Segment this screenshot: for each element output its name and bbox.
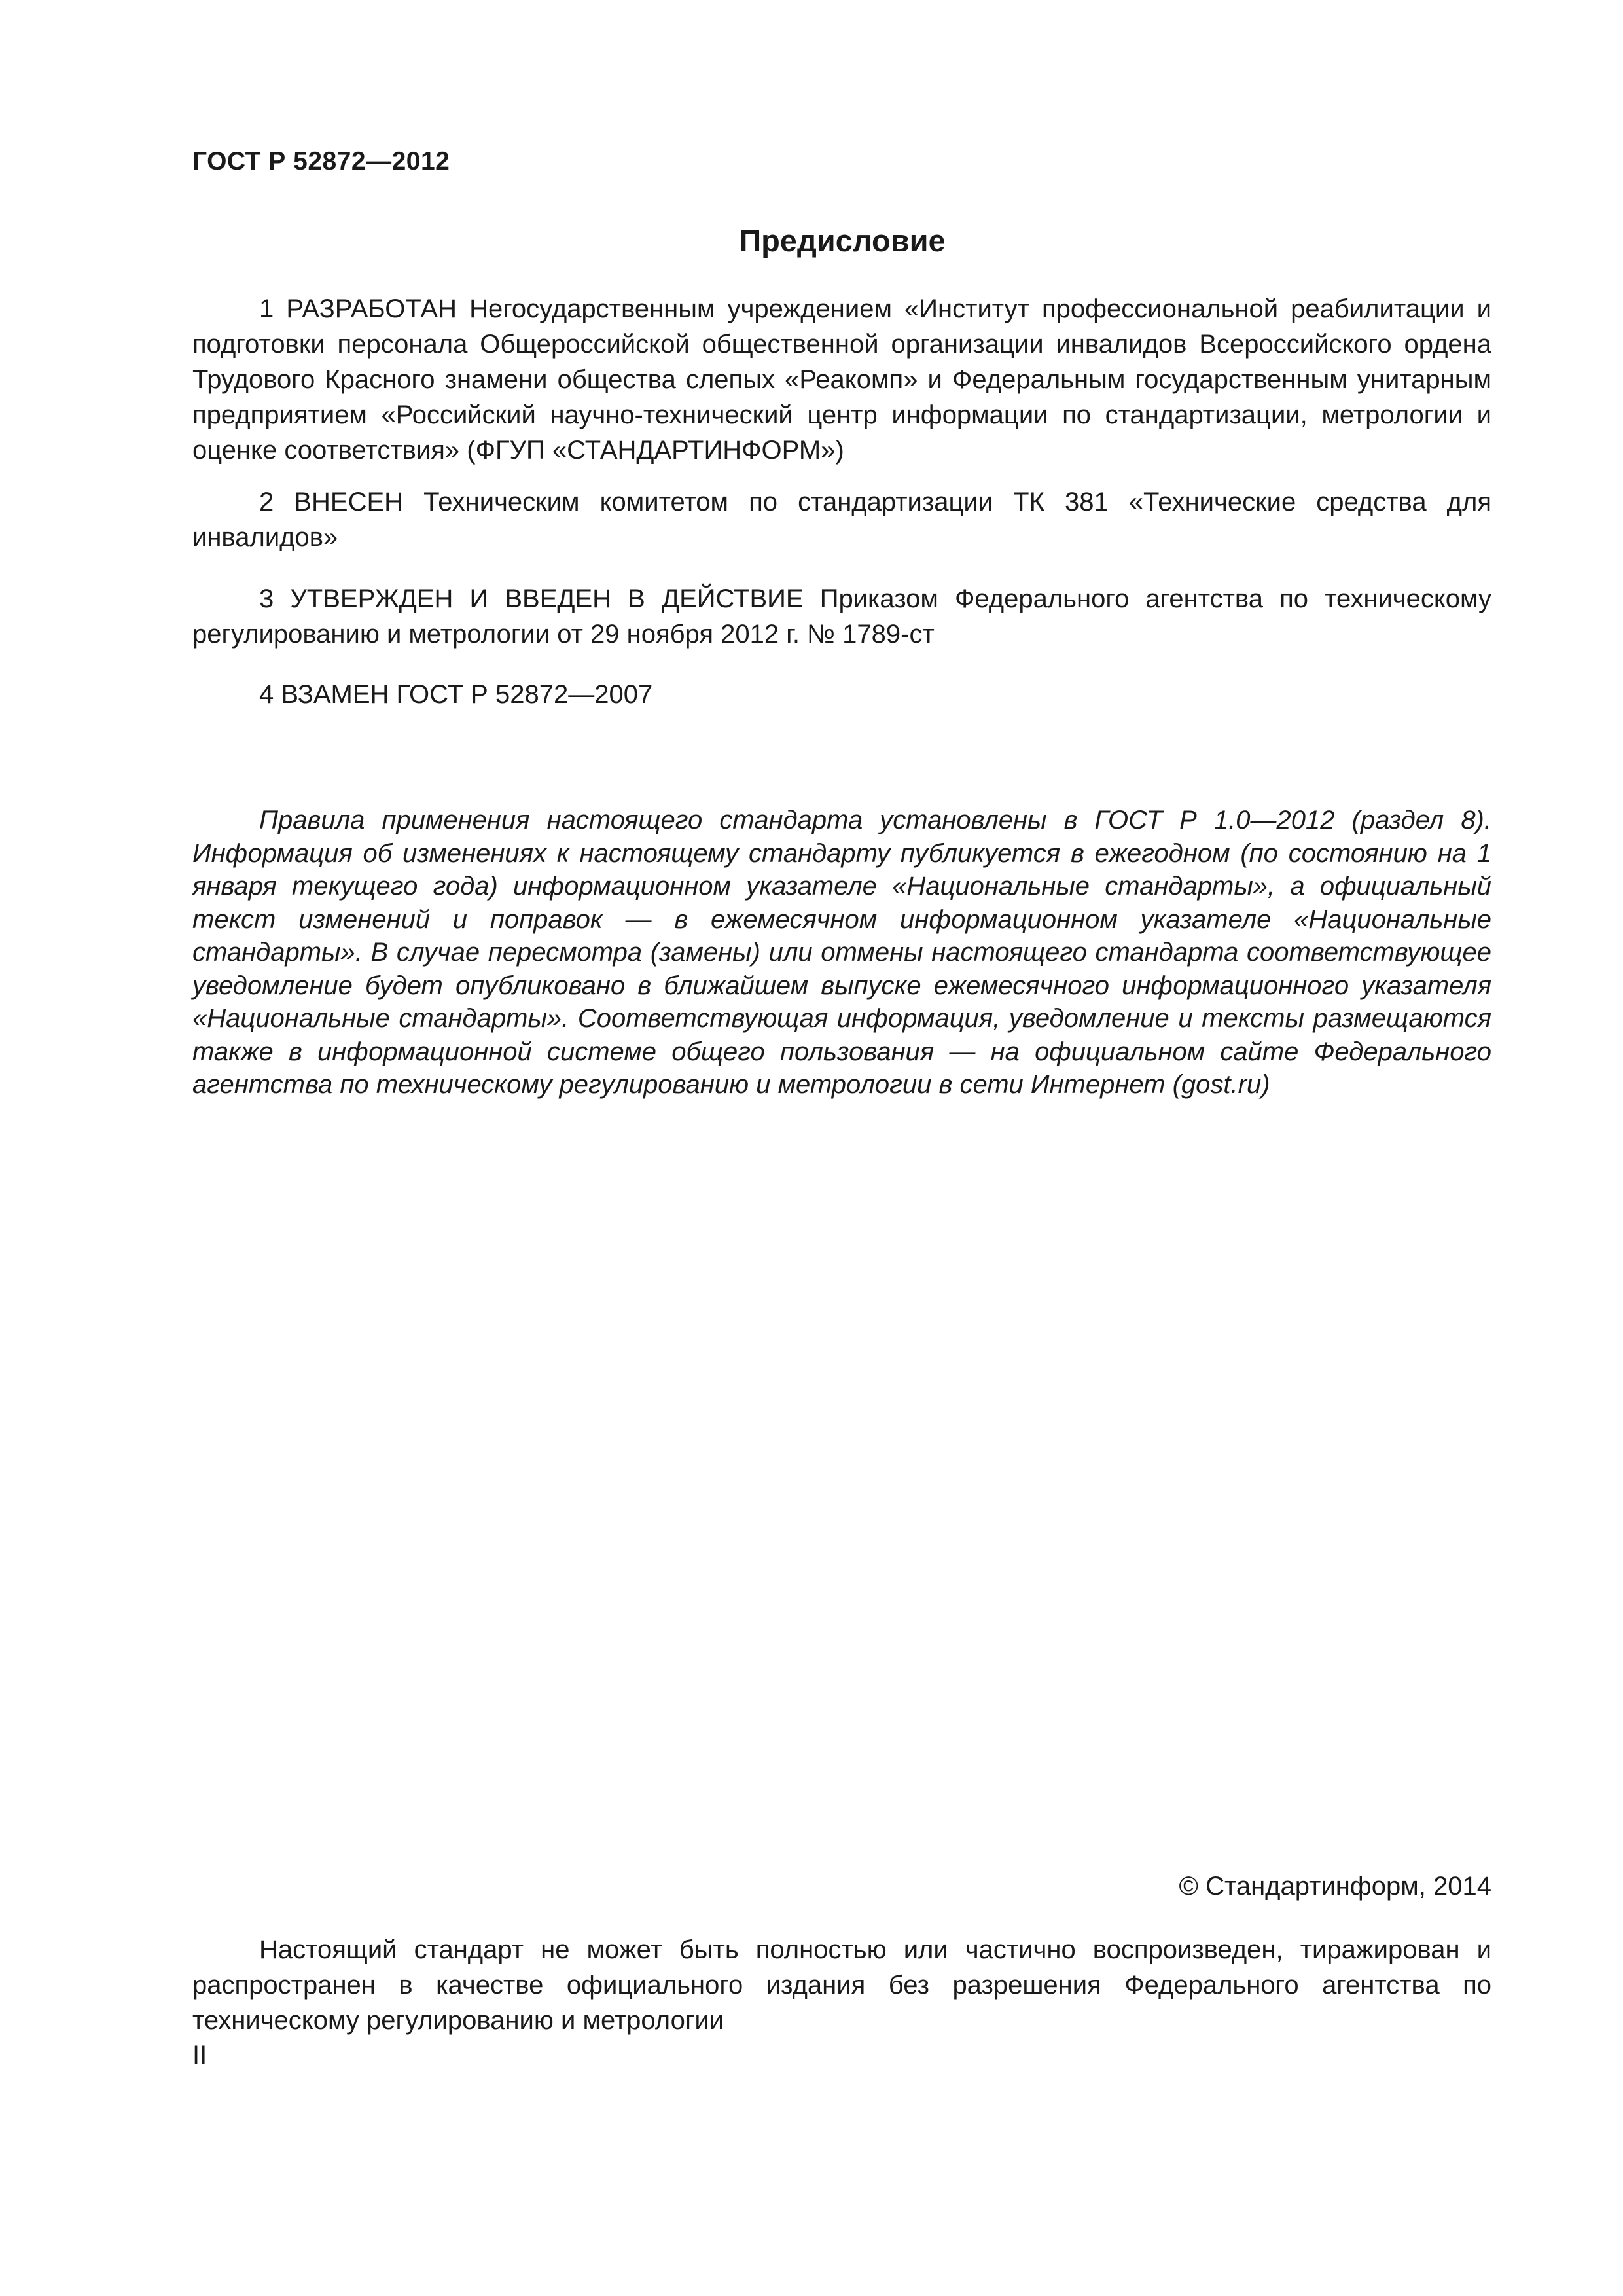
foreword-item-developed: 1 РАЗРАБОТАН Негосударственным учреждением «Институт профессиональной реабилитации и подготовки персонала Общероссийской общественной организации инвалидов Всероссийского ордена Трудового Красного знамени общества слепых «Реакомп» и Федеральным государственным унитарным предприятием «Российский научно-технический центр информации по стандартизации, метрологии и оценке соответствия» (ФГУП «СТАНДАРТИНФОРМ») <box>192 295 1491 465</box>
foreword-item-introduced: 2 ВНЕСЕН Техническим комитетом по стандартизации ТК 381 «Технические средства для инвалидов» <box>192 488 1491 552</box>
application-rules-notice: Правила применения настоящего стандарта установлены в ГОСТ Р 1.0—2012 (раздел 8). Информация об изменениях к настоящему стандарту публикуется в ежегодном (по состоянию на 1 января текущего года) информационном указателе «Национальные стандарты», а официальный текст изменений и поправок — в ежемесячном информационном указателе «Национальные стандарты». В случае пересмотра (замены) или отмены настоящего стандарта соответствующее уведомление будет опубликовано в ближайшем выпуске ежемесячного информационного указателя «Национальные стандарты». Соответствующая информация, уведомление и тексты размещаются также в информационной системе общего пользования — на официальном сайте Федерального агентства по техническому регулированию и метрологии в сети Интернет (gost.ru) <box>192 806 1491 1099</box>
reproduction-notice: Настоящий стандарт не может быть полностью или частично воспроизведен, тиражирован и распространен в качестве официального издания без разрешения Федерального агентства по техническому регулированию и метрологии <box>192 1935 1491 2035</box>
foreword-item-replaces: 4 ВЗАМЕН ГОСТ Р 52872—2007 <box>259 680 653 709</box>
page-title: Предисловие <box>739 223 946 258</box>
document-id: ГОСТ Р 52872—2012 <box>192 147 450 175</box>
foreword-item-approved: 3 УТВЕРЖДЕН И ВВЕДЕН В ДЕЙСТВИЕ Приказом Федерального агентства по техническому регулированию и метрологии от 29 ноября 2012 г. № 1789-ст <box>192 584 1491 649</box>
copyright-line: © Стандартинформ, 2014 <box>1179 1872 1491 1901</box>
page-number: II <box>192 2041 207 2070</box>
